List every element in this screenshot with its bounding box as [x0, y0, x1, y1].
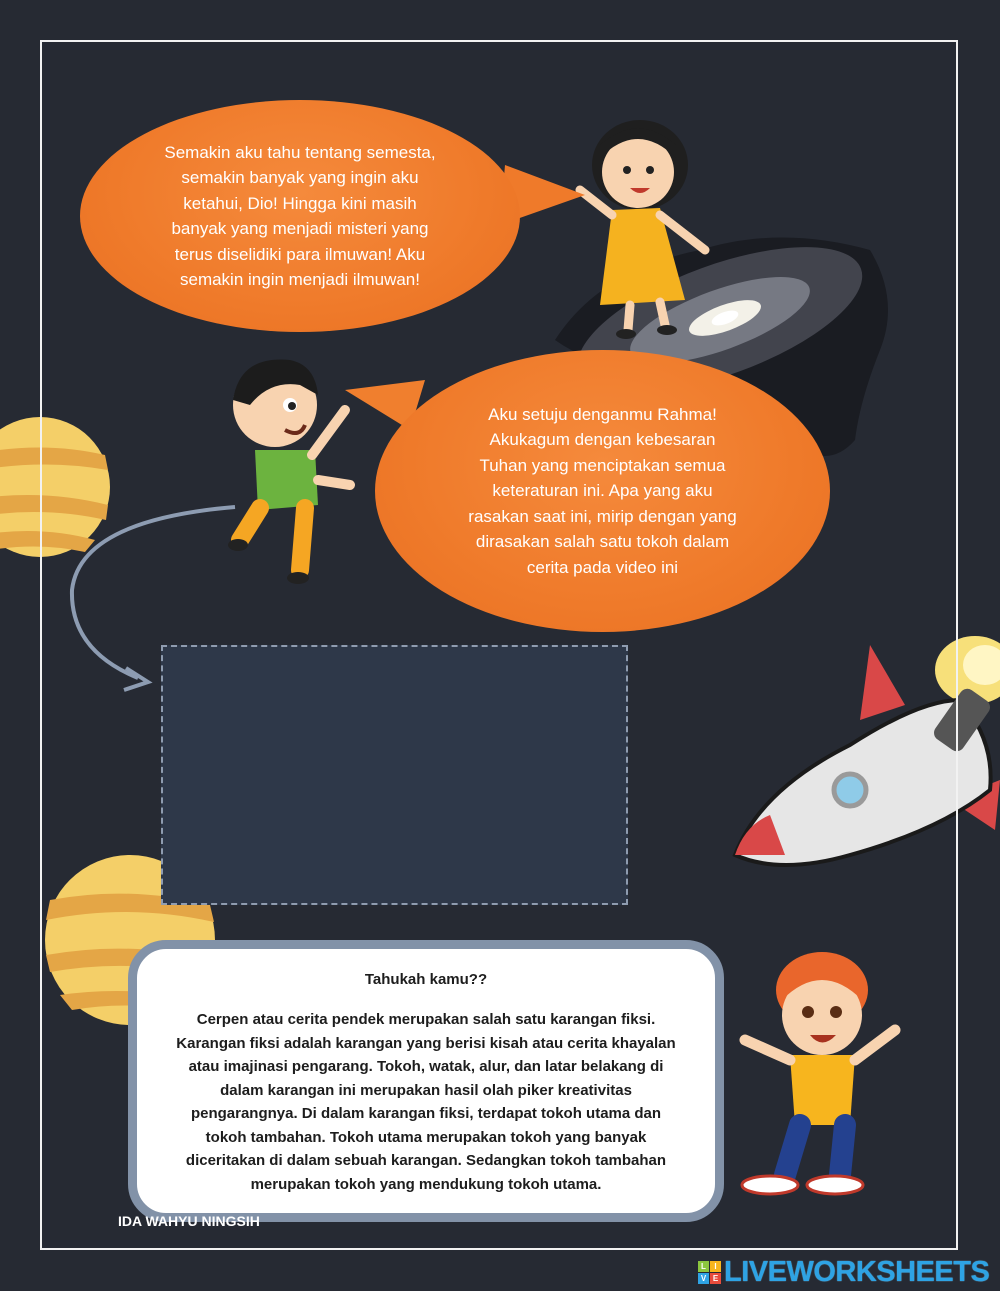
- speech-text-rahma: Semakin aku tahu tentang semesta, semakin banyak yang ingin aku ketahui, Dio! Hingga kini masih banyak yang menjadi misteri yang terus diselidiki para ilmuwan! Aku semakin ingin menjadi ilmuwan!: [164, 142, 436, 289]
- author-name: IDA WAHYU NINGSIH: [118, 1213, 260, 1229]
- speech-bubble-dio: [375, 350, 830, 632]
- liveworksheets-watermark[interactable]: [698, 1255, 990, 1288]
- liveworksheets-logo-icon: L I V E: [698, 1261, 721, 1284]
- speech-text-dio: Aku setuju denganmu Rahma! Akukagum dengan kebesaran Tuhan yang menciptakan semua keteraturan ini. Apa yang aku rasakan saat ini, mirip dengan yang dirasakan salah satu tokoh dalam cerita pada video ini: [468, 404, 737, 577]
- watermark-text: LIVEWORKSHEETS: [724, 1255, 990, 1288]
- info-body: Cerpen atau cerita pendek merupakan salah satu karangan fiksi. Karangan fiksi adalah karangan yang berisi kisah atau cerita khayalan atau imajinasi pengarang. Tokoh, watak, alur, dan latar belakang di dalam karangan ini merupakan hasil olah piker kreativitas pengarangnya. Di dalam karangan fiksi, terdapat tokoh utama dan tokoh tambahan. Tokoh utama merupakan tokoh yang banyak diceritakan di dalam sebuah karangan. Sedangkan tokoh tambahan merupakan tokoh yang mendukung tokoh utama.: [176, 1011, 676, 1193]
- info-box: [128, 940, 724, 1222]
- info-title: Tahukah kamu??: [364, 971, 488, 988]
- speech-bubble-rahma: [80, 100, 520, 332]
- answer-input-box[interactable]: [161, 645, 628, 905]
